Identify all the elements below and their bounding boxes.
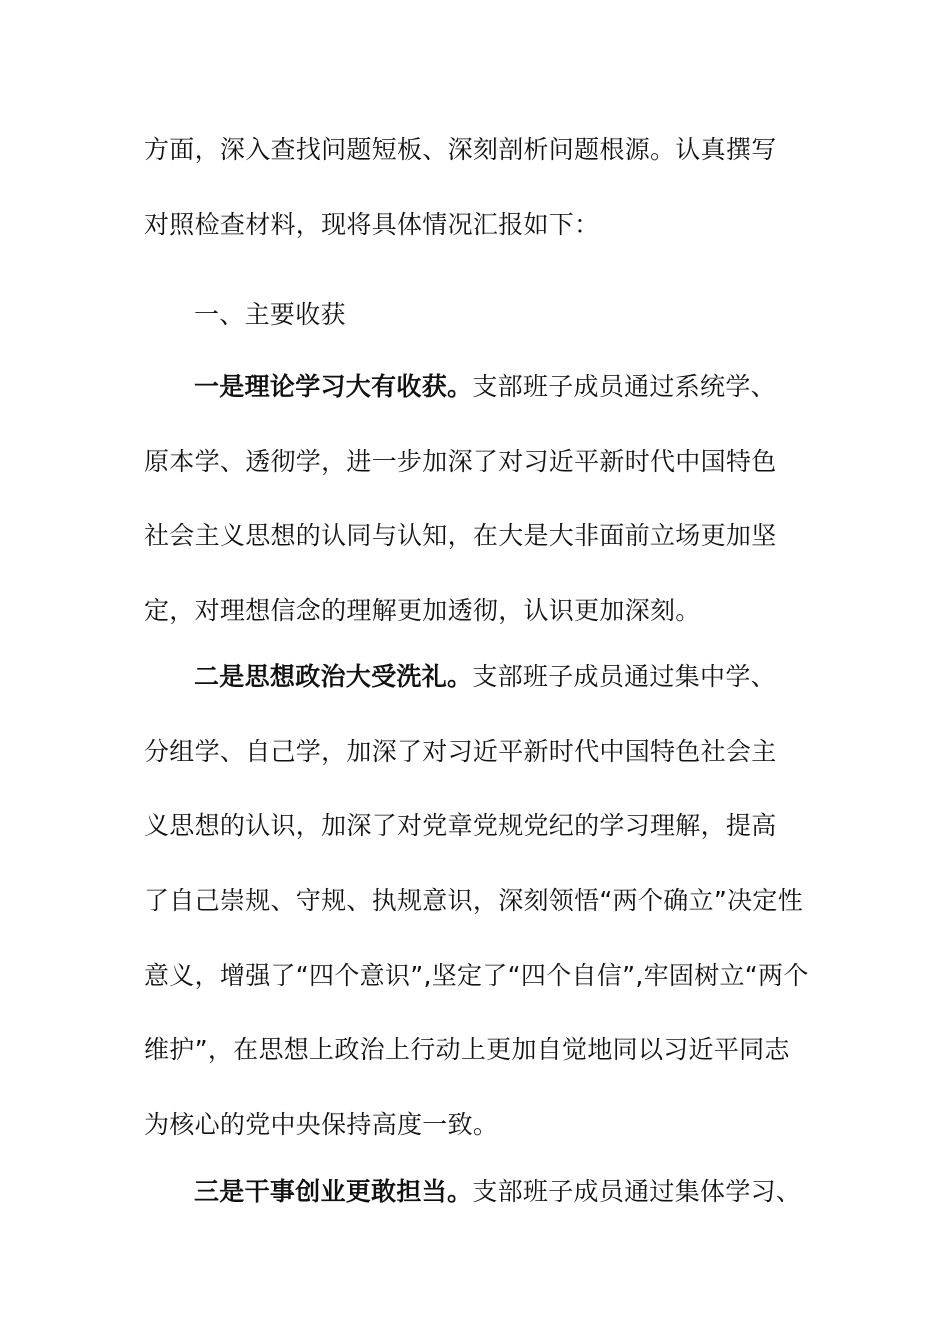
text-line: 义思想的认识，加深了对党章党规党纪的学习理解，提高 (144, 811, 777, 840)
paragraph-first-line (194, 661, 776, 693)
text-line: 了自己崇规、守规、执规意识，深刻领悟“两个确立”决定性 (144, 886, 804, 915)
paragraph-lead-heading: 三是干事创业更敢担当。 (194, 1177, 473, 1206)
paragraph-text: 支部班子成员通过集体学习、 (472, 1177, 802, 1206)
paragraph-lead-heading: 二是思想政治大受洗礼。 (194, 662, 473, 691)
text-line: 维护”，在思想上政治上行动上更加自觉地同以习近平同志 (144, 1035, 790, 1064)
text-line: 意义，增强了“四个意识”,坚定了“四个自信”,牢固树立“两个 (144, 961, 809, 990)
section-heading: 一、主要收获 (194, 300, 346, 329)
text-line: 原本学、透彻学，进一步加深了对习近平新时代中国特色 (144, 447, 777, 476)
text-line: 对照检查材料，现将具体情况汇报如下： (144, 210, 600, 239)
text-line: 定，对理想信念的理解更加透彻，认识更加深刻。 (144, 596, 701, 625)
text-line: 分组学、自己学，加深了对习近平新时代中国特色社会主 (144, 737, 777, 766)
text-line: 社会主义思想的认同与认知，在大是大非面前立场更加坚 (144, 521, 777, 550)
paragraph-text: 支部班子成员通过集中学、 (472, 662, 776, 691)
paragraph-text: 支部班子成员通过系统学、 (472, 372, 776, 401)
paragraph-lead-heading: 一是理论学习大有收获。 (194, 372, 473, 401)
text-line: 为核心的党中央保持高度一致。 (144, 1110, 499, 1139)
paragraph-first-line (194, 371, 776, 403)
paragraph-first-line (194, 1176, 801, 1208)
text-line: 方面，深入查找问题短板、深刻剖析问题根源。认真撰写 (144, 135, 777, 164)
